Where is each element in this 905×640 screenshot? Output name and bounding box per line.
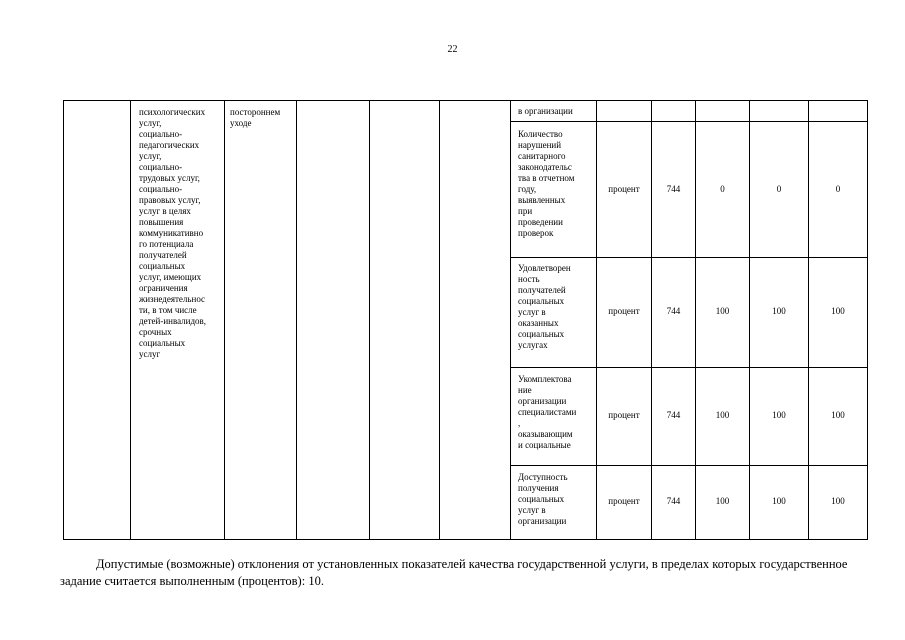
col-divider [808, 100, 809, 540]
col-divider [63, 100, 64, 540]
indicator-name: Количество нарушений санитарного законодательс тва в отчетном году, выявленных при проведении проверок [518, 129, 575, 238]
value-cell: 100 [772, 496, 786, 506]
service-description-cell: психологических услуг, социально- педагогических услуг, социально- трудовых услуг, социально- правовых услуг, услуг в целях повышения коммуникативно го потенциала получателей социальных услуг, имеющих ограничения жизнедеятельнос ти, в том числе детей-инвалидов, срочных социальных услуг [139, 107, 207, 359]
indicator-name: Удовлетворен ность получателей социальных услуг в оказанных социальных услугах [518, 263, 571, 350]
value-cell: 100 [772, 306, 786, 316]
col-divider [867, 100, 868, 540]
col-divider [596, 100, 597, 540]
value-cell: 100 [831, 306, 845, 316]
indicator-name: Укомплектова ние организации специалистами , оказывающим и социальные [518, 374, 577, 450]
col-divider [369, 100, 370, 540]
unit-code-cell: 744 [666, 496, 681, 506]
col-divider [749, 100, 750, 540]
row-divider [510, 465, 868, 466]
col-divider [439, 100, 440, 540]
indicator-name: в организации [518, 106, 573, 116]
col-divider [695, 100, 696, 540]
col-divider [130, 100, 131, 540]
table-top-border [63, 100, 868, 101]
value-cell: 100 [715, 496, 730, 506]
indicator-name: Доступность получения социальных услуг в организации [518, 472, 568, 526]
value-cell: 0 [776, 184, 782, 194]
value-cell: 0 [720, 184, 725, 194]
unit-code-cell: 744 [666, 184, 681, 194]
row-divider [510, 367, 868, 368]
unit-cell: процент [608, 410, 640, 420]
deviation-note: Допустимые (возможные) отклонения от установленных показателей качества государственной услуги, в пределах которых государственное задание считается выполненным (процентов): 10. [60, 557, 848, 588]
unit-cell: процент [608, 306, 640, 316]
table-bottom-border [63, 539, 868, 540]
unit-cell: процент [608, 184, 640, 194]
row-divider [510, 257, 868, 258]
value-cell: 0 [835, 184, 841, 194]
value-cell: 100 [831, 410, 845, 420]
service-condition-cell: постороннем уходе [230, 107, 281, 128]
unit-cell: процент [608, 496, 640, 506]
value-cell: 100 [831, 496, 845, 506]
value-cell: 100 [772, 410, 786, 420]
col-divider [651, 100, 652, 540]
page-number: 22 [447, 44, 458, 55]
unit-code-cell: 744 [666, 306, 681, 316]
row-divider [510, 121, 868, 122]
col-divider [296, 100, 297, 540]
unit-code-cell: 744 [666, 410, 681, 420]
value-cell: 100 [715, 410, 730, 420]
col-divider [510, 100, 511, 540]
value-cell: 100 [715, 306, 730, 316]
